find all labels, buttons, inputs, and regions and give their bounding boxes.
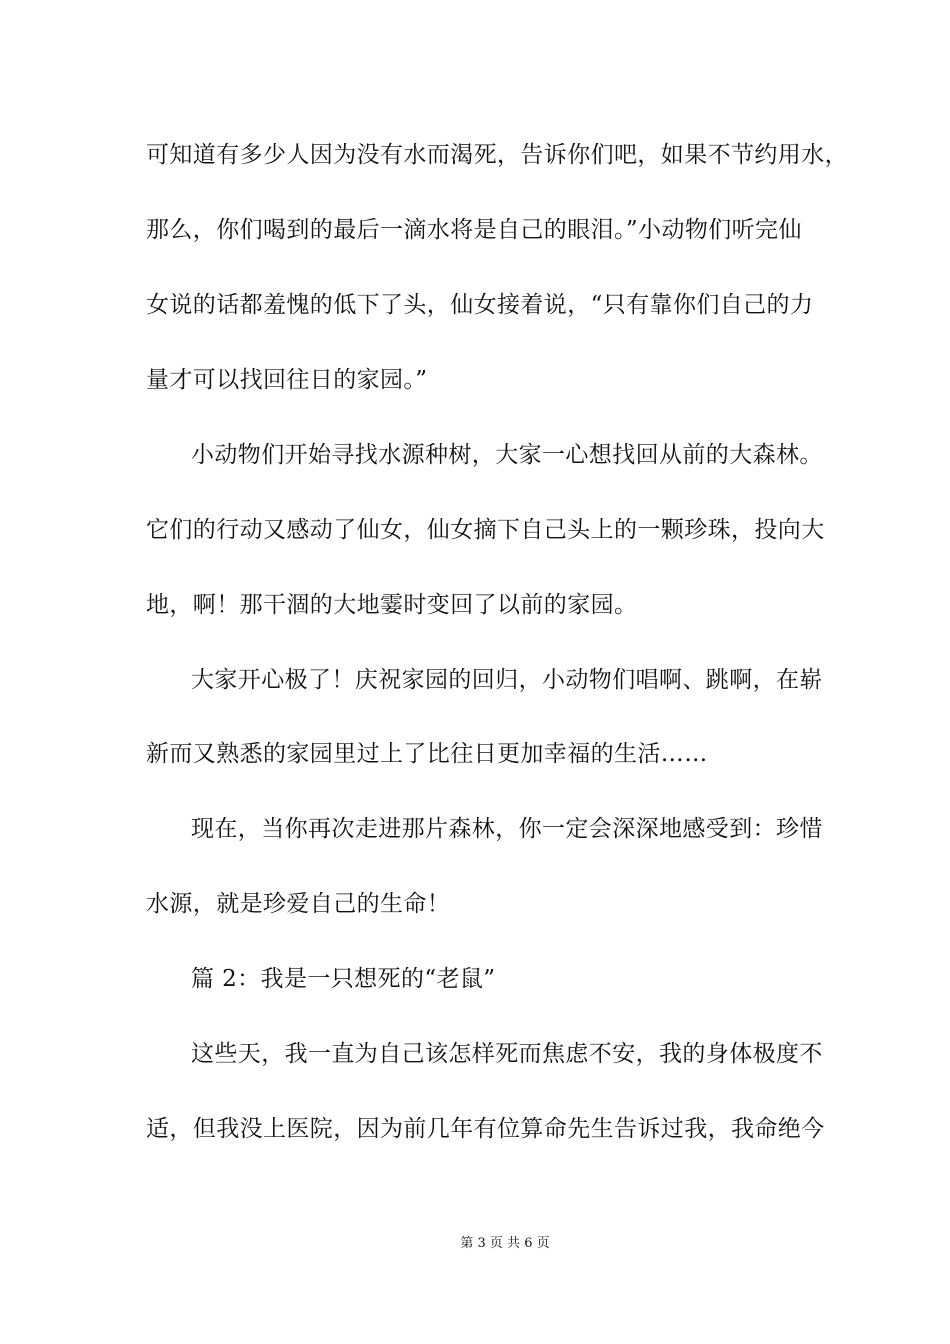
text-line: 它们的行动又感动了仙女，仙女摘下自己头上的一颗珍珠，投向大: [146, 517, 825, 543]
text-line: 小动物们开始寻找水源种树，大家一心想找回从前的大森林。: [191, 442, 823, 468]
text-line: 现在，当你再次走进那片森林，你一定会深深地感受到：珍惜: [191, 816, 823, 842]
text-line: 可知道有多少人因为没有水而渴死，告诉你们吧，如果不节约用水，: [146, 142, 848, 168]
section-heading: 篇 2：我是一只想死的“老鼠”: [191, 966, 496, 992]
text-line: 新而又熟悉的家园里过上了比往日更加幸福的生活……: [146, 741, 708, 767]
text-line: 这些天，我一直为自己该怎样死而焦虑不安，我的身体极度不: [191, 1041, 823, 1067]
page-number-footer: [0, 1236, 950, 1252]
page-number: 第 3 页 共 6 页: [460, 1236, 550, 1251]
text-line: 地，啊！那干涸的大地霎时变回了以前的家园。: [146, 592, 638, 618]
text-line: 水源，就是珍爱自己的生命！: [146, 891, 451, 917]
text-line: 女说的话都羞愧的低下了头，仙女接着说，“只有靠你们自己的力: [146, 292, 814, 318]
text-line: 大家开心极了！庆祝家园的回归，小动物们唱啊、跳啊，在崭: [191, 667, 823, 693]
text-line: 量才可以找回往日的家园。”: [146, 367, 428, 393]
text-line: 适，但我没上医院，因为前几年有位算命先生告诉过我，我命绝今: [146, 1116, 825, 1142]
text-line: 那么，你们喝到的最后一滴水将是自己的眼泪。”小动物们听完仙: [146, 217, 802, 243]
